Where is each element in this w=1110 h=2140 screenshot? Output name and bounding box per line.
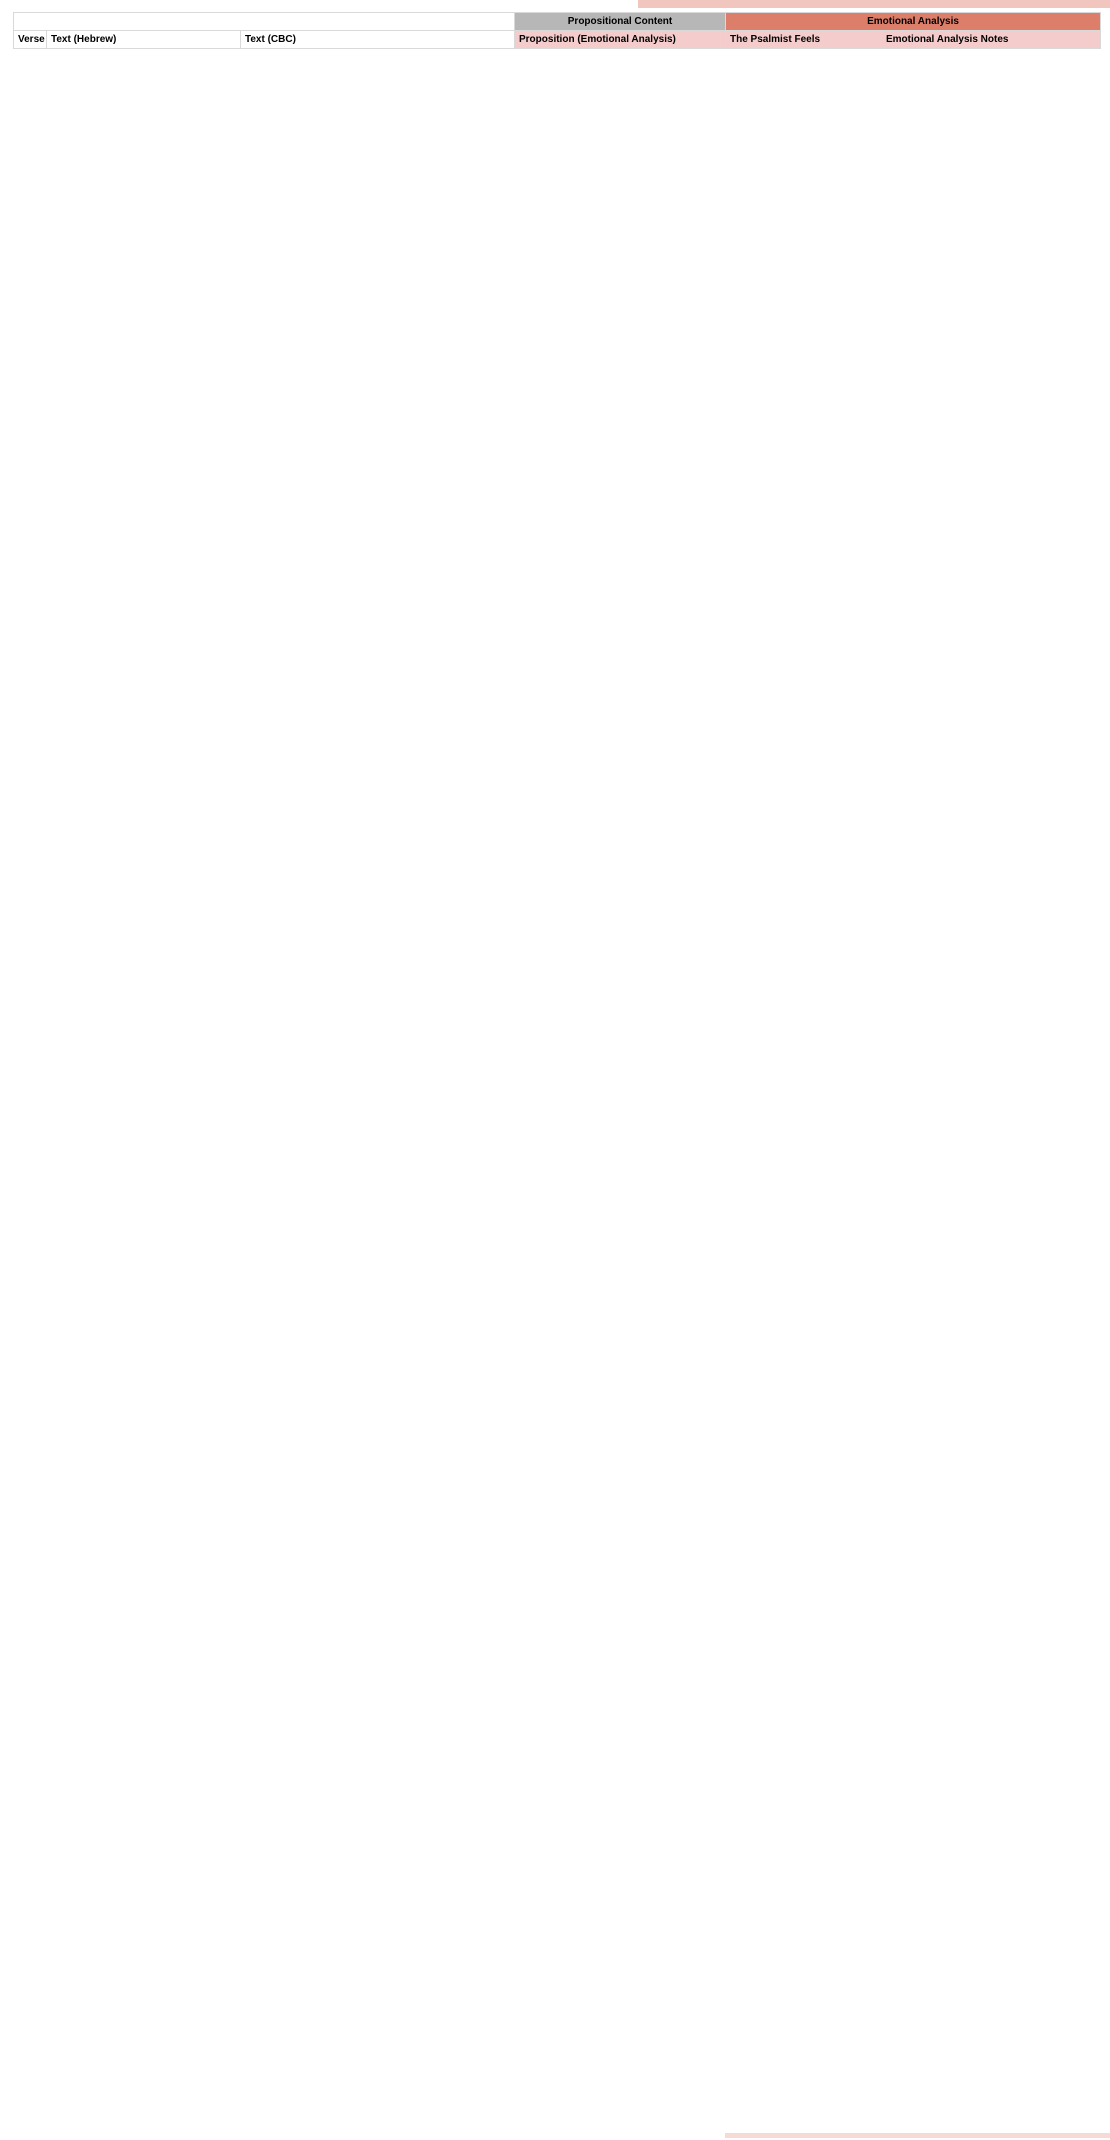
group-header-blank[interactable] [14,13,515,31]
column-header-verse[interactable]: Verse [14,31,47,49]
column-header-text-hebrew[interactable]: Text (Hebrew) [47,31,241,49]
analysis-table [13,12,1101,49]
column-header-proposition[interactable]: Proposition (Emotional Analysis) [515,31,726,49]
bottom-partial-row-strip [725,2133,1110,2138]
column-header-text-cbc[interactable]: Text (CBC) [241,31,515,49]
column-header-psalmist-feels[interactable]: The Psalmist Feels [726,31,882,49]
column-header-emotional-analysis-notes[interactable]: Emotional Analysis Notes [882,31,1101,49]
group-header-row [14,13,1101,31]
group-header-propositional-content[interactable]: Propositional Content [515,13,726,31]
top-partial-row-strip [638,0,1110,8]
column-header-row [14,31,1101,49]
psalm-34-emotional-analysis-sheet [13,12,1101,49]
group-header-emotional-analysis[interactable]: Emotional Analysis [726,13,1101,31]
